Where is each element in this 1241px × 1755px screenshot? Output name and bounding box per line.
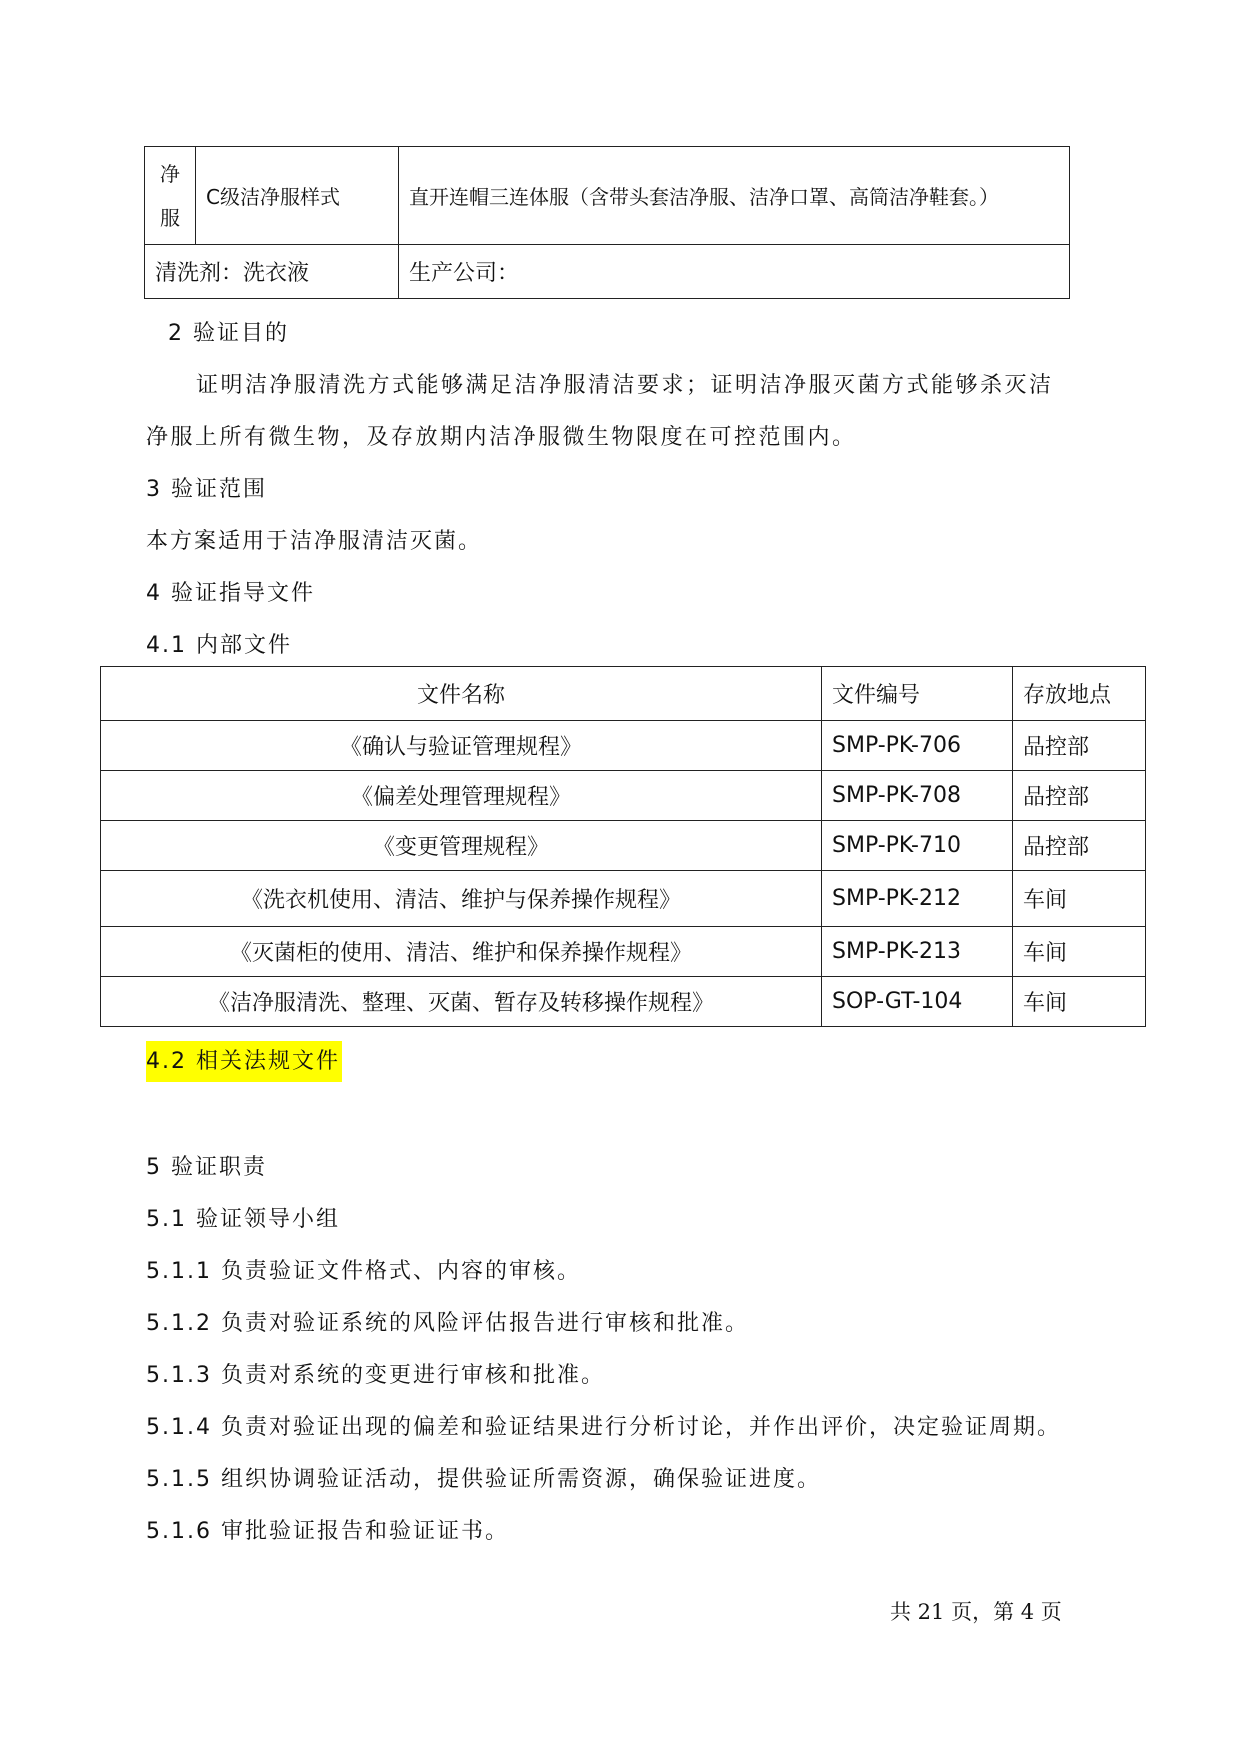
section-3-para: 本方案适用于洁净服清洁灭菌。	[146, 529, 483, 554]
garment-style-label: C级洁净服样式	[196, 147, 399, 245]
doc-location-cell: 品控部	[1013, 721, 1146, 771]
table-row	[101, 821, 1146, 871]
item-5-1-5: 5.1.5 组织协调验证活动，提供验证所需资源，确保验证进度。	[146, 1467, 821, 1492]
doc-name-cell: 《确认与验证管理规程》	[101, 721, 822, 771]
highlighted-text: 4.2 相关法规文件	[146, 1041, 342, 1082]
page-footer: 共 21 页，第 4 页	[890, 1600, 1062, 1624]
doc-name-cell: 《洁净服清洗、整理、灭菌、暂存及转移操作规程》	[101, 977, 822, 1027]
doc-location-cell: 品控部	[1013, 821, 1146, 871]
doc-location-cell: 车间	[1013, 871, 1146, 927]
doc-number-cell: SMP-PK-710	[822, 821, 1013, 871]
doc-name-cell: 《洗衣机使用、清洁、维护与保养操作规程》	[101, 871, 822, 927]
garment-style-value: 直开连帽三连体服（含带头套洁净服、洁净口罩、高筒洁净鞋套。）	[399, 147, 1070, 245]
table-row	[101, 721, 1146, 771]
section-4-heading: 4 验证指导文件	[146, 581, 315, 606]
item-5-1-3: 5.1.3 负责对系统的变更进行审核和批准。	[146, 1363, 605, 1388]
item-5-1-2: 5.1.2 负责对验证系统的风险评估报告进行审核和批准。	[146, 1311, 749, 1336]
manufacturer-label: 生产公司：	[399, 245, 1070, 299]
section-3-heading: 3 验证范围	[146, 477, 267, 502]
item-5-1-1: 5.1.1 负责验证文件格式、内容的审核。	[146, 1259, 581, 1284]
section-5-1-heading: 5.1 验证领导小组	[146, 1207, 340, 1232]
garment-spec-table	[144, 146, 1070, 299]
doc-number-cell: SMP-PK-213	[822, 927, 1013, 977]
doc-number-cell: SOP-GT-104	[822, 977, 1013, 1027]
section-4-1-heading: 4.1 内部文件	[146, 633, 292, 658]
section-4-2-heading	[146, 1044, 342, 1075]
table-row	[145, 245, 1070, 299]
section-2-heading: 2 验证目的	[168, 321, 289, 346]
doc-number-cell: SMP-PK-708	[822, 771, 1013, 821]
section-5-heading: 5 验证职责	[146, 1155, 267, 1180]
doc-name-cell: 《灭菌柜的使用、清洁、维护和保养操作规程》	[101, 927, 822, 977]
doc-location-cell: 车间	[1013, 927, 1146, 977]
doc-number-cell: SMP-PK-706	[822, 721, 1013, 771]
doc-location-cell: 车间	[1013, 977, 1146, 1027]
item-5-1-4: 5.1.4 负责对验证出现的偏差和验证结果进行分析讨论，并作出评价，决定验证周期。	[146, 1415, 1061, 1440]
table-row	[145, 147, 1070, 245]
table-row	[101, 871, 1146, 927]
item-5-1-6: 5.1.6 审批验证报告和验证证书。	[146, 1519, 509, 1544]
category-char: 服	[160, 205, 180, 230]
table-header-row	[101, 667, 1146, 721]
doc-name-cell: 《偏差处理管理规程》	[101, 771, 822, 821]
detergent-label: 清洗剂：洗衣液	[145, 245, 399, 299]
category-cell	[145, 147, 196, 245]
doc-location-cell: 品控部	[1013, 771, 1146, 821]
doc-name-cell: 《变更管理规程》	[101, 821, 822, 871]
table-row	[101, 977, 1146, 1027]
category-char: 净	[160, 161, 180, 186]
table-row	[101, 927, 1146, 977]
column-header-location: 存放地点	[1013, 667, 1146, 721]
doc-number-cell: SMP-PK-212	[822, 871, 1013, 927]
section-2-para-line1: 证明洁净服清洗方式能够满足洁净服清洁要求；证明洁净服灭菌方式能够杀灭洁	[196, 373, 1054, 398]
internal-documents-table	[100, 666, 1146, 1027]
section-2-para-line2: 净服上所有微生物，及存放期内洁净服微生物限度在可控范围内。	[146, 425, 857, 450]
column-header-doc-name: 文件名称	[101, 667, 822, 721]
table-row	[101, 771, 1146, 821]
column-header-doc-number: 文件编号	[822, 667, 1013, 721]
